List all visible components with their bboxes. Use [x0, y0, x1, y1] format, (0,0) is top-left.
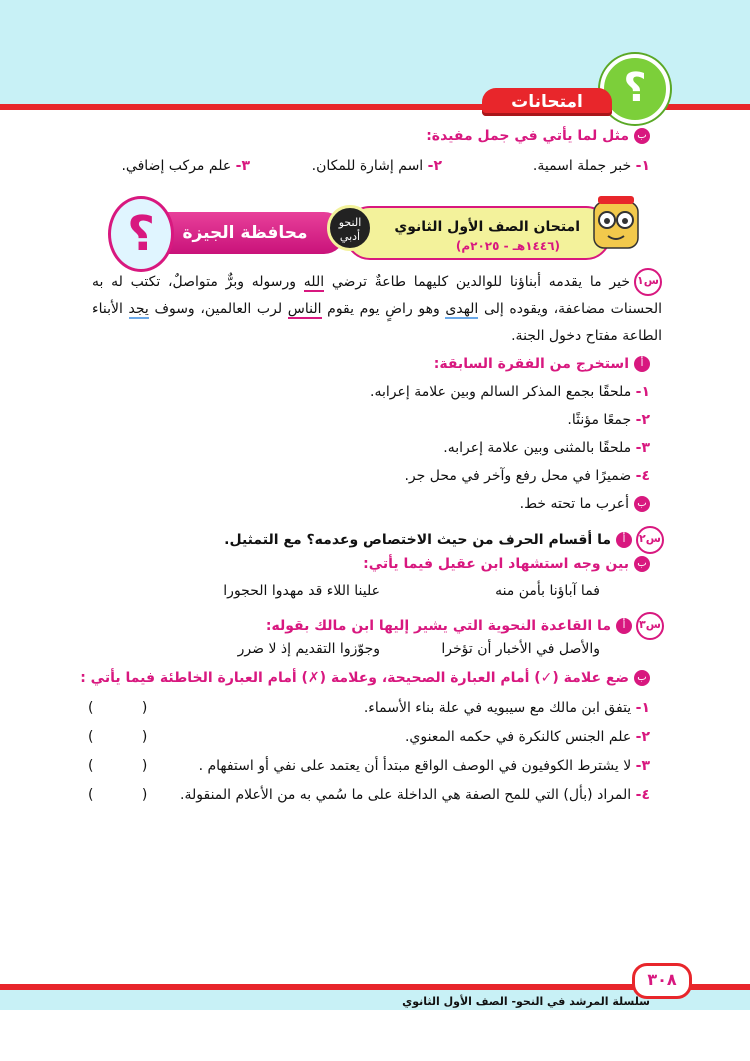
- q1-a-item-2: ٢- جمعًا مؤنثًا.: [567, 412, 650, 428]
- q2-a: س٢أما أقسام الحرف من حيث الاختصاص وعدمه؟ مع التمثيل.: [224, 526, 664, 554]
- q3-verse-first: والأصل في الأخبار أن تؤخرا: [441, 641, 600, 657]
- q2-b-heading: ببين وجه استشهاد ابن عقيل فيما يأتي:: [363, 556, 650, 572]
- banner-question-icon: ؟: [108, 196, 174, 272]
- q3-verse-second: وجوّزوا التقديم إذ لا ضرر: [237, 641, 380, 657]
- q3-answer-1[interactable]: ( ): [88, 700, 170, 716]
- page-number: ٣٠٨: [632, 963, 692, 999]
- q3-b-heading: بضع علامة (✓) أمام العبارة الصحيحة، وعلامة (✗) أمام العبارة الخاطئة فيما يأتي :: [80, 670, 650, 686]
- q3-label: س٣: [636, 612, 664, 640]
- q3-item-3: ٣- لا يشترط الكوفيون في الوصف الواقع مبتدأ أن يعتمد على نفي أو استفهام .: [198, 758, 650, 774]
- q2-verse-first: فما آباؤنا بأمن منه: [495, 583, 600, 599]
- q3-item-1: ١- يتفق ابن مالك مع سيبويه في علة بناء الأسماء.: [363, 700, 650, 716]
- q1-label: س١: [634, 268, 662, 296]
- q1-b: بأعرب ما تحته خط.: [520, 496, 650, 512]
- q1-paragraph: س١خير ما يقدمه أبناؤنا للوالدين كليهما طاعةٌ ترضي الله ورسوله وبرٌّ متواصلٌ، تكتب له به الحسنات مضاعفة، ويقوده إلى الهدى وهو راضٍ يوم يقوم الناس لرب العالمين، وسوف يجد الأبناء الطاعة مفتاح دخول الجنة.: [92, 268, 662, 350]
- student-character-icon: [590, 194, 642, 254]
- question-mark-badge-icon: ؟: [600, 54, 670, 124]
- footer-series: سلسلة المرشد في النحو- الصف الأول الثانوي: [402, 995, 650, 1008]
- branch-badge: النحو أدبي: [327, 205, 373, 251]
- q1-a-heading: أاستخرج من الفقرة السابقة:: [434, 356, 650, 372]
- intro-item-3: ٣- علم مركب إضافي.: [121, 158, 250, 174]
- q3-item-4: ٤- المراد (بأل) التي للمح الصفة هي الداخلة على ما سُمي به من الأعلام المنقولة.: [180, 787, 650, 803]
- q1-a-item-4: ٤- ضميرًا في محل رفع وآخر في محل جر.: [404, 468, 650, 484]
- section-tab: امتحانات: [482, 88, 612, 116]
- q3-answer-3[interactable]: ( ): [88, 758, 170, 774]
- banner-years: (١٤٤٦هـ - ٢٠٢٥م): [455, 239, 560, 253]
- intro-item-2: ٢- اسم إشارة للمكان.: [311, 158, 442, 174]
- q2-label: س٢: [636, 526, 664, 554]
- q1-a-item-3: ٣- ملحقًا بالمثنى وبين علامة إعرابه.: [443, 440, 650, 456]
- intro-item-1: ١- خبر جملة اسمية.: [532, 158, 650, 174]
- q3-answer-4[interactable]: ( ): [88, 787, 170, 803]
- q3-a-heading: س٣أما القاعدة النحوية التي يشير إليها ابن مالك بقوله:: [266, 612, 664, 640]
- q1-a-item-1: ١- ملحقًا بجمع المذكر السالم وبين علامة إعرابه.: [370, 384, 650, 400]
- intro-bullet: ب: [634, 128, 650, 144]
- q3-item-2: ٢- علم الجنس كالنكرة في حكمه المعنوي.: [404, 729, 650, 745]
- intro-heading: بمثل لما يأتي في جمل مفيدة:: [426, 128, 650, 144]
- q2-verse-second: علينا اللاء قد مهدوا الحجورا: [223, 583, 380, 599]
- governorate-label: محافظة الجيزة: [145, 212, 345, 254]
- banner-title: امتحان الصف الأول الثانوي: [394, 219, 580, 235]
- q3-answer-2[interactable]: ( ): [88, 729, 170, 745]
